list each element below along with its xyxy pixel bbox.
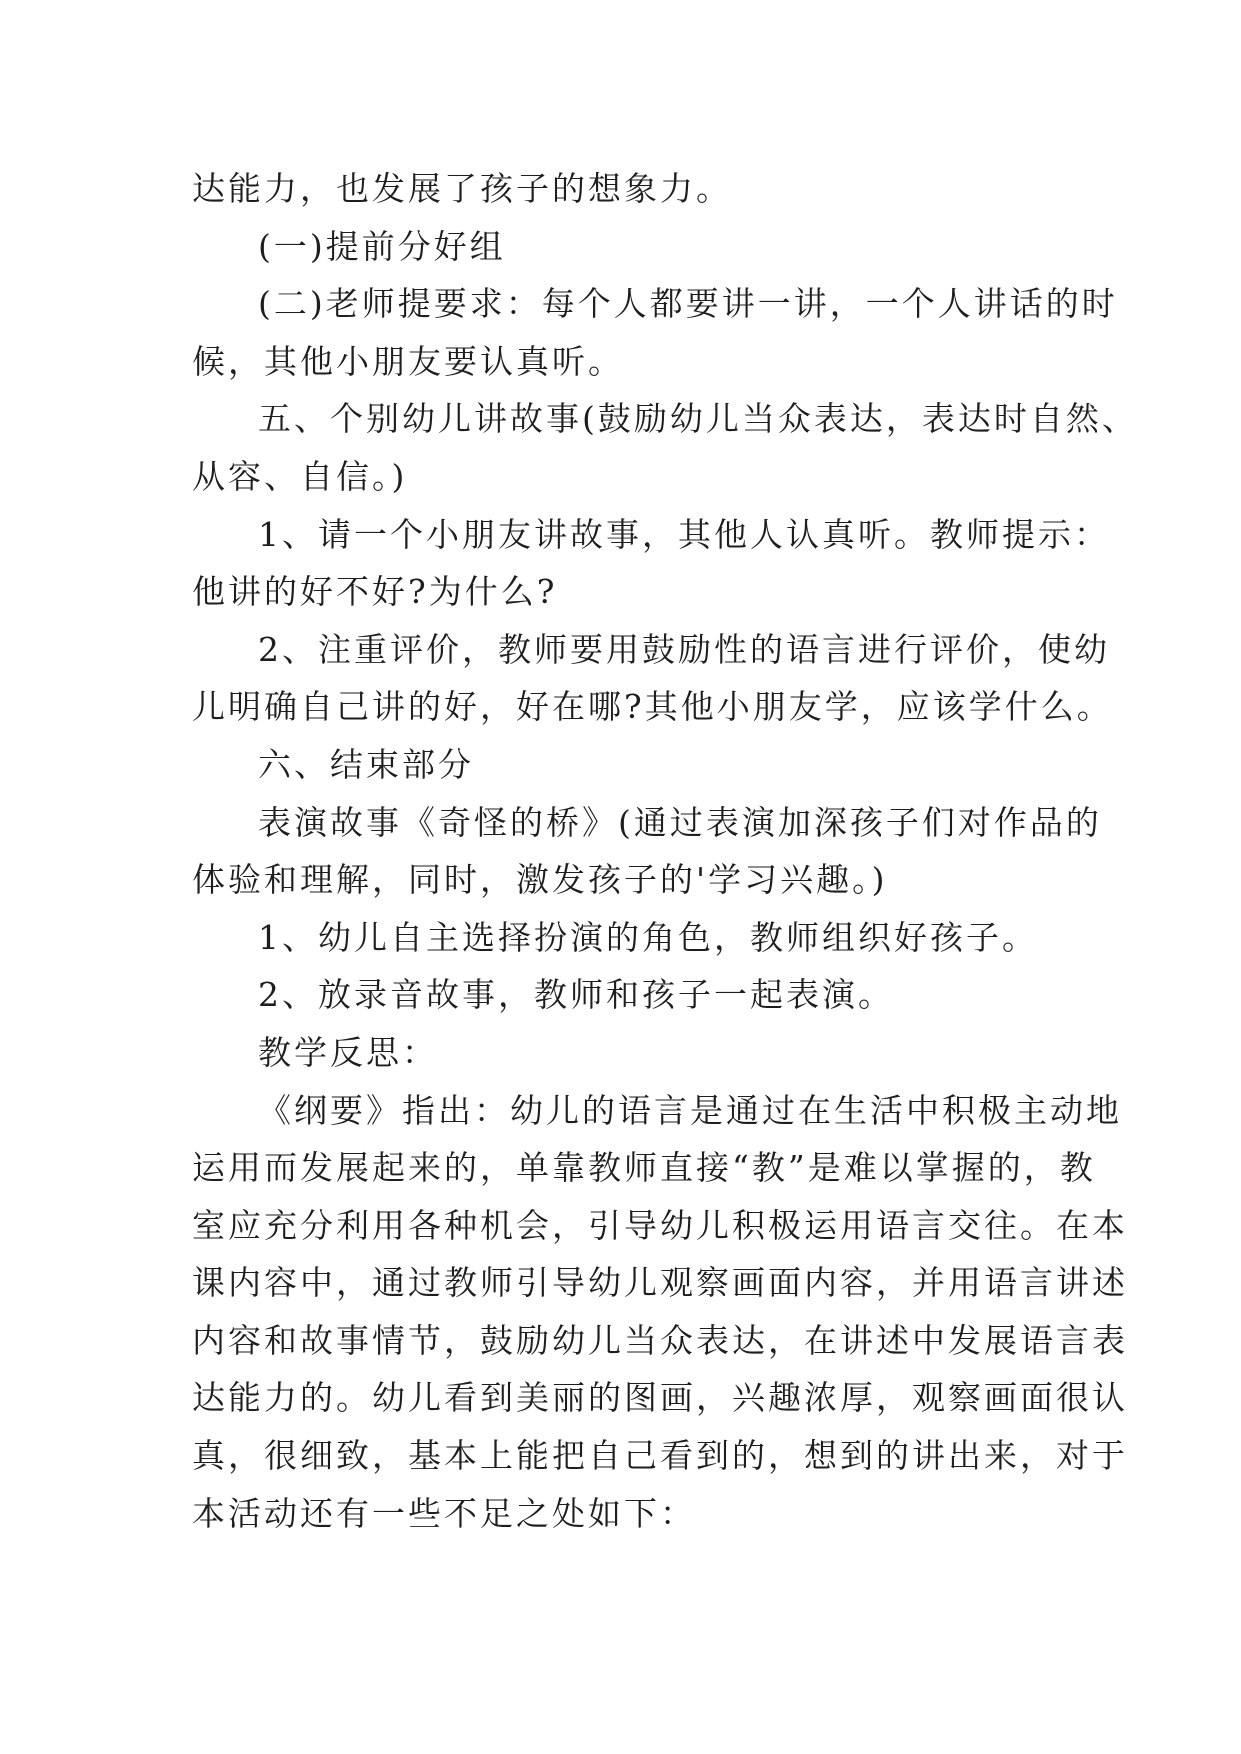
text-line: 《纲要》指出：幼儿的语言是通过在生活中积极主动地 [258,1090,1122,1130]
text-line: 达能力的。幼儿看到美丽的图画，兴趣浓厚，观察画面很认 [192,1378,1128,1418]
text-line: 从容、自信。) [192,456,408,496]
text-line: 运用而发展起来的，单靠教师直接“教”是难以掌握的，教 [192,1148,1096,1188]
text-line: 表演故事《奇怪的桥》(通过表演加深孩子们对作品的 [258,802,1102,842]
text-line: 教学反思： [258,1032,438,1072]
text-line: 课内容中，通过教师引导幼儿观察画面内容，并用语言讲述 [192,1263,1128,1303]
text-line: 室应充分利用各种机会，引导幼儿积极运用语言交往。在本 [192,1205,1128,1245]
text-line: (二)老师提要求：每个人都要讲一讲，一个人讲话的时 [258,284,1118,324]
text-line: (一)提前分好组 [258,226,506,266]
text-line: 体验和理解，同时，激发孩子的'学习兴趣。) [192,860,888,900]
text-line: 1、幼儿自主选择扮演的角色，教师组织好孩子。 [258,917,1038,957]
text-line: 他讲的好不好?为什么? [192,572,558,612]
text-line: 五、个别幼儿讲故事(鼓励幼儿当众表达，表达时自然、 [258,399,1138,439]
document-body [192,160,1138,1542]
text-line: 2、注重评价，教师要用鼓励性的语言进行评价，使幼 [258,629,1110,669]
text-line: 1、请一个小朋友讲故事，其他人认真听。教师提示： [258,514,1110,554]
text-line: 内容和故事情节，鼓励幼儿当众表达，在讲述中发展语言表 [192,1320,1128,1360]
text-line: 2、放录音故事，教师和孩子一起表演。 [258,975,894,1015]
text-line: 本活动还有一些不足之处如下： [192,1493,696,1533]
text-line: 真，很细致，基本上能把自己看到的，想到的讲出来，对于 [192,1436,1128,1476]
text-line: 候，其他小朋友要认真听。 [192,341,624,381]
text-line: 达能力，也发展了孩子的想象力。 [192,169,732,208]
text-line: 六、结束部分 [258,744,474,784]
text-line: 儿明确自己讲的好，好在哪?其他小朋友学，应该学什么。 [192,687,1113,727]
